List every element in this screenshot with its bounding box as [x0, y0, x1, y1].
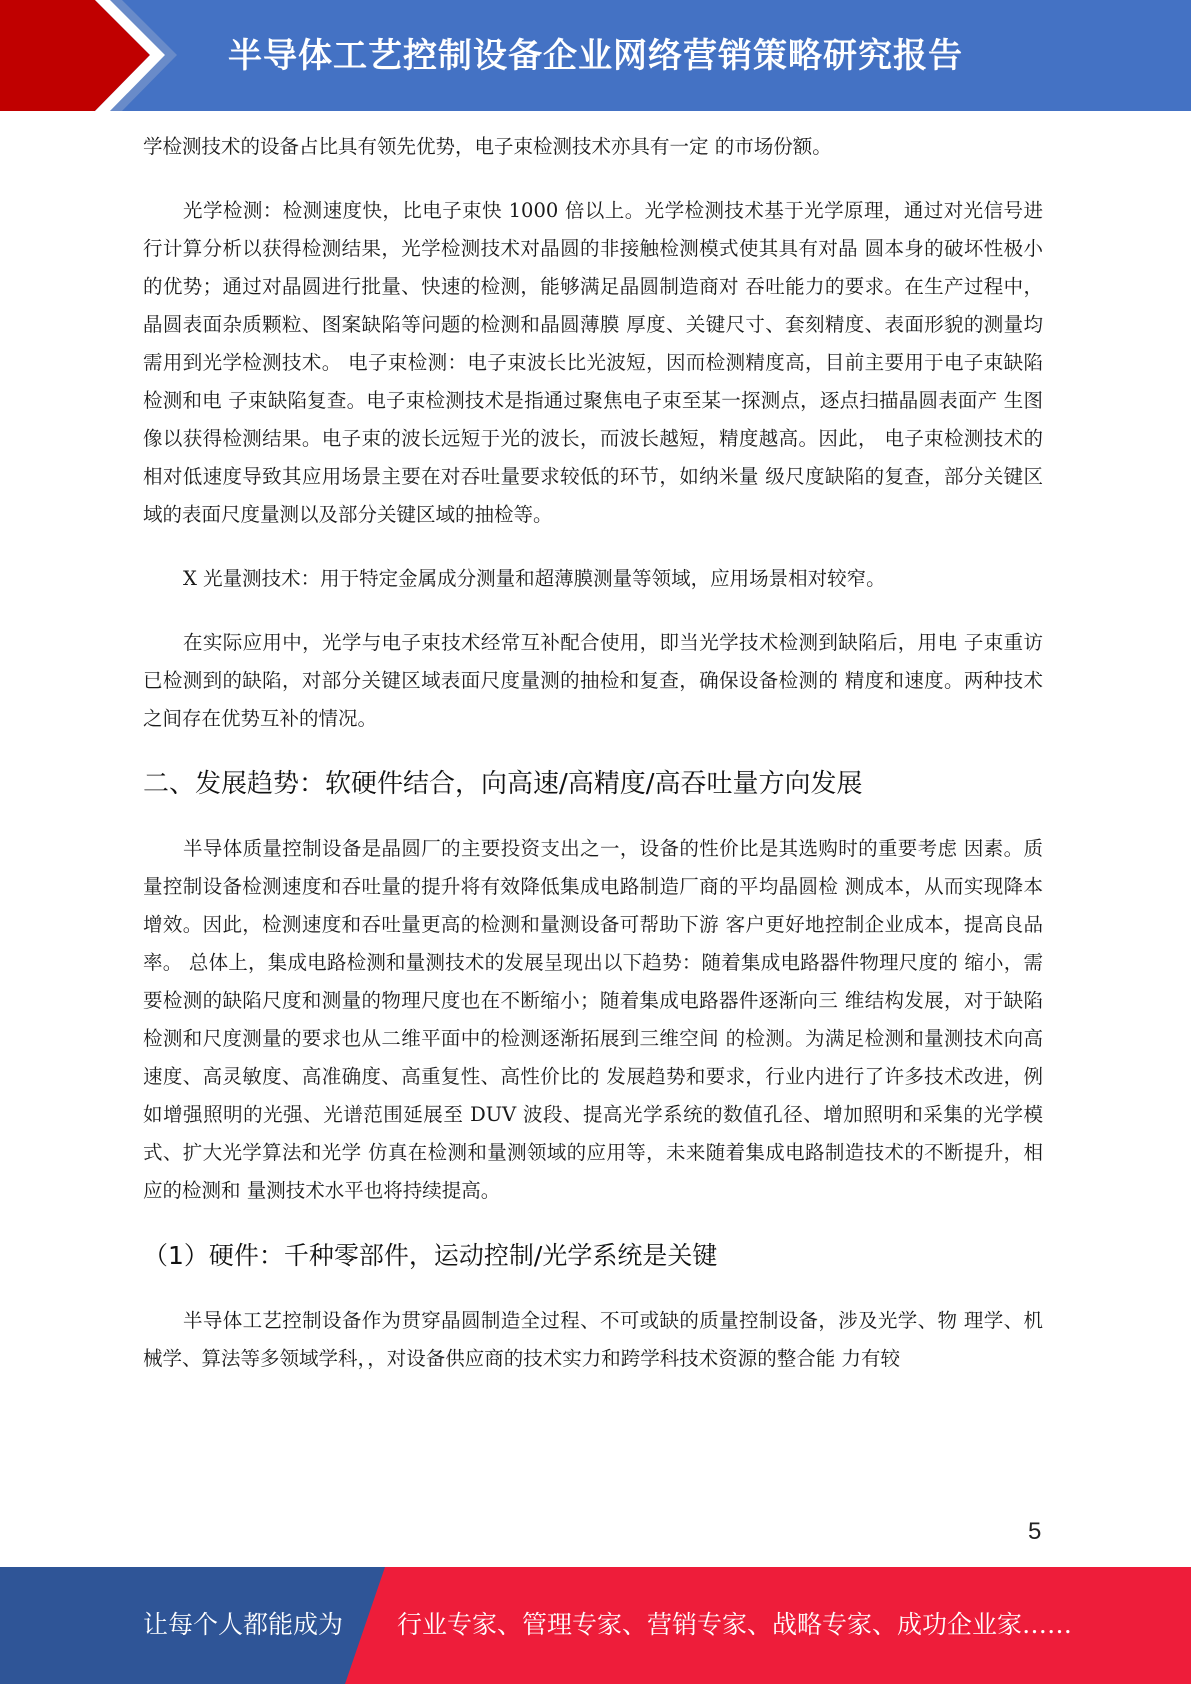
page-number: 5 — [1028, 1518, 1042, 1545]
page-footer — [0, 1567, 1191, 1684]
footer-slogan-left: 让每个人都能成为 — [143, 1610, 344, 1639]
paragraph-5: 半导体质量控制设备是晶圆厂的主要投资支出之一，设备的性价比是其选购时的重要考虑 因素。质量控制设备检测速度和吞吐量的提升将有效降低集成电路制造厂商的平均晶圆检 测成本，从而实现降本增效。因此，检测速度和吞吐量更高的检测和量测设备可帮助下游 客户更好地控制企业成本，提高良品率。 总体上，集成电路检测和量测技术的发展呈现出以下趋势：随着集成电路器件物理尺度的 缩小，需要检测的缺陷尺度和测量的物理尺度也在不断缩小；随着集成电路器件逐渐向三 维结构发展，对于缺陷检测和尺度测量的要求也从二维平面中的检测逐渐拓展到三维空间 的检测。为满足检测和量测技术向高速度、高灵敏度、高准确度、高重复性、高性价比的 发展趋势和要求，行业内进行了许多技术改进，例如增强照明的光强、光谱范围延展至 DUV 波段、提高光学系统的数值孔径、增加照明和采集的光学模式、扩大光学算法和光学 仿真在检测和量测领域的应用等，未来随着集成电路制造技术的不断提升，相应的检测和 量测技术水平也将持续提高。 — [143, 837, 1043, 1202]
footer-slogan-right: 行业专家、管理专家、营销专家、战略专家、成功企业家…… — [397, 1610, 1073, 1639]
paragraph-6: 半导体工艺控制设备作为贯穿晶圆制造全过程、不可或缺的质量控制设备，涉及光学、物 理学、机械学、算法等多领域学科，，对设备供应商的技术实力和跨学科技术资源的整合能 力有较 — [143, 1309, 1043, 1370]
paragraph-3: X 光量测技术：用于特定金属成分测量和超薄膜测量等领域，应用场景相对较窄。 — [183, 567, 886, 590]
subsection-heading: （1）硬件：千种零部件，运动控制/光学系统是关键 — [143, 1241, 718, 1270]
section-heading: 二、发展趋势：软硬件结合，向高速/高精度/高吞吐量方向发展 — [143, 769, 863, 799]
page-content — [143, 128, 1043, 1404]
page-header — [0, 0, 1191, 111]
paragraph-2: 光学检测：检测速度快，比电子束快 1000 倍以上。光学检测技术基于光学原理，通过对光信号进行计算分析以获得检测结果，光学检测技术对晶圆的非接触检测模式使其具有对晶 圆本身的破坏性极小的优势；通过对晶圆进行批量、快速的检测，能够满足晶圆制造商对 吞吐能力的要求。在生产过程中，晶圆表面杂质颗粒、图案缺陷等问题的检测和晶圆薄膜 厚度、关键尺寸、套刻精度、表面形貌的测量均需用到光学检测技术。 电子束检测：电子束波长比光波短，因而检测精度高，目前主要用于电子束缺陷检测和电 子束缺陷复查。电子束检测技术是指通过聚焦电子束至某一探测点，逐点扫描晶圆表面产 生图像以获得检测结果。电子束的波长远短于光的波长，而波长越短，精度越高。因此， 电子束检测技术的相对低速度导致其应用场景主要在对吞吐量要求较低的环节，如纳米量 级尺度缺陷的复查，部分关键区域的表面尺度量测以及部分关键区域的抽检等。 — [143, 199, 1043, 526]
paragraph-1: 学检测技术的设备占比具有领先优势，电子束检测技术亦具有一定 的市场份额。 — [143, 135, 832, 158]
report-title: 半导体工艺控制设备企业网络营销策略研究报告 — [228, 36, 963, 76]
paragraph-4: 在实际应用中，光学与电子束技术经常互补配合使用，即当光学技术检测到缺陷后，用电 子束重访已检测到的缺陷，对部分关键区域表面尺度量测的抽检和复查，确保设备检测的 精度和速度。两种技术之间存在优势互补的情况。 — [143, 631, 1043, 730]
